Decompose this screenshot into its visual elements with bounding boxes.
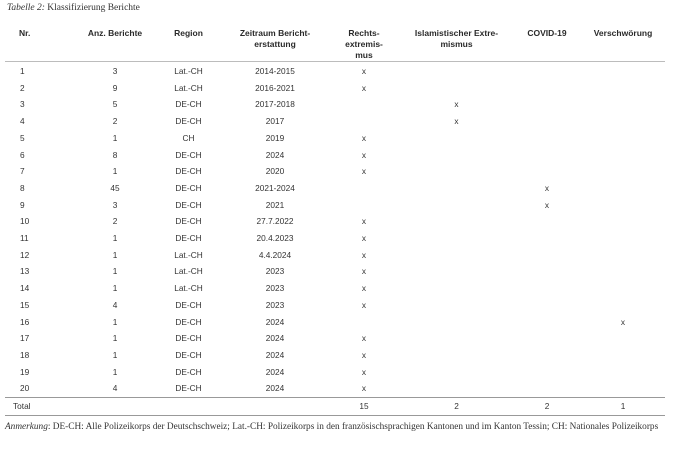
cell-verschwoerung bbox=[581, 347, 665, 364]
cell-region: Lat.-CH bbox=[174, 82, 203, 93]
total-covid: 2 bbox=[513, 398, 581, 416]
cell-covid bbox=[513, 96, 581, 113]
cell-rechtsextremismus: x bbox=[361, 149, 367, 160]
total-cell bbox=[75, 398, 155, 416]
note-label: Anmerkung bbox=[5, 422, 48, 432]
cell-nr: 15 bbox=[20, 299, 30, 310]
cell-rechtsextremismus bbox=[328, 96, 400, 113]
cell-islamismus bbox=[400, 180, 513, 197]
cell-verschwoerung bbox=[581, 213, 665, 230]
header-zeitraum: Zeitraum Bericht- erstattung bbox=[222, 28, 328, 62]
cell-anz-berichte: 4 bbox=[112, 299, 118, 310]
cell-zeitraum: 20.4.2023 bbox=[256, 233, 294, 244]
cell-region: DE-CH bbox=[175, 99, 202, 110]
cell-region: DE-CH bbox=[175, 349, 202, 360]
cell-region: DE-CH bbox=[175, 216, 202, 227]
cell-verschwoerung bbox=[581, 80, 665, 97]
note-text: : DE-CH: Alle Polizeikorps der Deutschschweiz; Lat.-CH: Polizeikorps in den französischsprachigen Kantonen und im Kanton Tessin; CH: Nationales Polizeikorps bbox=[47, 422, 659, 432]
table-row bbox=[5, 96, 665, 113]
cell-anz-berichte: 1 bbox=[112, 366, 118, 377]
cell-islamismus: x bbox=[454, 99, 459, 110]
cell-nr: 11 bbox=[20, 233, 29, 244]
cell-anz-berichte: 4 bbox=[112, 383, 118, 394]
cell-anz-berichte: 1 bbox=[112, 316, 118, 327]
cell-anz-berichte: 1 bbox=[112, 283, 118, 294]
cell-islamismus bbox=[400, 280, 513, 297]
cell-anz-berichte: 1 bbox=[112, 349, 118, 360]
cell-anz-berichte: 1 bbox=[112, 132, 118, 143]
header-covid: COVID-19 bbox=[513, 28, 581, 62]
cell-rechtsextremismus bbox=[328, 180, 400, 197]
cell-region: Lat.-CH bbox=[174, 283, 203, 294]
cell-verschwoerung: x bbox=[620, 316, 626, 327]
cell-nr: 10 bbox=[20, 216, 30, 227]
cell-region: Lat.-CH bbox=[174, 249, 203, 260]
cell-verschwoerung bbox=[581, 147, 665, 164]
cell-verschwoerung bbox=[581, 197, 665, 214]
cell-zeitraum: 2017 bbox=[265, 116, 285, 127]
cell-anz-berichte: 2 bbox=[112, 116, 118, 127]
cell-verschwoerung bbox=[581, 263, 665, 280]
cell-nr: 13 bbox=[20, 266, 30, 277]
cell-nr: 3 bbox=[20, 99, 25, 110]
cell-zeitraum: 2023 bbox=[265, 283, 285, 294]
cell-verschwoerung bbox=[581, 62, 665, 80]
table-row bbox=[5, 380, 665, 397]
cell-nr: 7 bbox=[20, 166, 25, 177]
caption-label: Tabelle 2: bbox=[7, 3, 45, 13]
total-verschwoerung: 1 bbox=[581, 398, 665, 416]
cell-nr: 17 bbox=[20, 333, 30, 344]
cell-nr: 12 bbox=[20, 249, 30, 260]
cell-rechtsextremismus: x bbox=[361, 266, 367, 277]
cell-region: DE-CH bbox=[175, 116, 202, 127]
cell-zeitraum: 2021 bbox=[265, 199, 285, 210]
total-rechtsextremismus: 15 bbox=[328, 398, 400, 416]
cell-islamismus bbox=[400, 147, 513, 164]
cell-islamismus bbox=[400, 80, 513, 97]
cell-covid bbox=[513, 147, 581, 164]
table-row bbox=[5, 347, 665, 364]
cell-verschwoerung bbox=[581, 96, 665, 113]
cell-zeitraum: 2019 bbox=[265, 132, 285, 143]
cell-rechtsextremismus: x bbox=[361, 349, 367, 360]
cell-rechtsextremismus: x bbox=[361, 383, 367, 394]
cell-verschwoerung bbox=[581, 364, 665, 381]
cell-verschwoerung bbox=[581, 297, 665, 314]
table-row bbox=[5, 330, 665, 347]
cell-covid bbox=[513, 347, 581, 364]
cell-rechtsextremismus: x bbox=[361, 82, 367, 93]
cell-nr: 8 bbox=[20, 182, 25, 193]
cell-zeitraum: 2020 bbox=[265, 166, 285, 177]
cell-islamismus bbox=[400, 297, 513, 314]
cell-anz-berichte: 8 bbox=[112, 149, 118, 160]
total-islamismus: 2 bbox=[400, 398, 513, 416]
table-row bbox=[5, 213, 665, 230]
cell-islamismus bbox=[400, 330, 513, 347]
table-row bbox=[5, 314, 665, 331]
cell-islamismus bbox=[400, 380, 513, 397]
table-row bbox=[5, 130, 665, 147]
cell-verschwoerung bbox=[581, 130, 665, 147]
table-row bbox=[5, 280, 665, 297]
cell-zeitraum: 2024 bbox=[265, 333, 285, 344]
total-cell bbox=[155, 398, 222, 416]
cell-zeitraum: 2021-2024 bbox=[255, 182, 295, 193]
cell-covid bbox=[513, 62, 581, 80]
table-row bbox=[5, 364, 665, 381]
cell-zeitraum: 2024 bbox=[265, 316, 285, 327]
table-row bbox=[5, 197, 665, 214]
cell-region: DE-CH bbox=[175, 299, 202, 310]
header-rechtsextremismus: Rechts-extremis- mus bbox=[328, 28, 400, 62]
cell-nr: 4 bbox=[20, 116, 25, 127]
table-row bbox=[5, 247, 665, 264]
total-row bbox=[5, 398, 665, 416]
table-header-row bbox=[5, 28, 665, 62]
cell-zeitraum: 27.7.2022 bbox=[256, 216, 294, 227]
table-row bbox=[5, 180, 665, 197]
cell-region: DE-CH bbox=[175, 166, 202, 177]
table-row bbox=[5, 163, 665, 180]
cell-covid bbox=[513, 280, 581, 297]
cell-rechtsextremismus: x bbox=[361, 132, 367, 143]
cell-region: DE-CH bbox=[175, 316, 202, 327]
cell-islamismus bbox=[400, 213, 513, 230]
cell-rechtsextremismus: x bbox=[361, 249, 367, 260]
cell-islamismus bbox=[400, 263, 513, 280]
cell-verschwoerung bbox=[581, 113, 665, 130]
cell-covid bbox=[513, 130, 581, 147]
cell-region: DE-CH bbox=[175, 366, 202, 377]
cell-nr: 5 bbox=[20, 132, 25, 143]
table-row bbox=[5, 113, 665, 130]
cell-covid bbox=[513, 113, 581, 130]
cell-covid bbox=[513, 163, 581, 180]
cell-covid bbox=[513, 364, 581, 381]
cell-region: CH bbox=[182, 132, 195, 143]
cell-region: Lat.-CH bbox=[174, 66, 203, 76]
table-row bbox=[5, 263, 665, 280]
cell-anz-berichte: 3 bbox=[112, 199, 118, 210]
cell-islamismus bbox=[400, 197, 513, 214]
cell-nr: 16 bbox=[20, 316, 30, 327]
cell-rechtsextremismus bbox=[328, 197, 400, 214]
total-cell bbox=[222, 398, 328, 416]
cell-region: DE-CH bbox=[175, 149, 202, 160]
cell-zeitraum: 2014-2015 bbox=[255, 66, 295, 76]
table-note bbox=[5, 421, 670, 433]
cell-anz-berichte: 9 bbox=[112, 82, 118, 93]
cell-region: DE-CH bbox=[175, 233, 202, 244]
cell-verschwoerung bbox=[581, 163, 665, 180]
header-islamistischer-extremismus: Islamistischer Extre- mismus bbox=[400, 28, 513, 62]
cell-rechtsextremismus: x bbox=[361, 233, 367, 244]
table-row bbox=[5, 297, 665, 314]
cell-anz-berichte: 1 bbox=[112, 166, 118, 177]
cell-covid bbox=[513, 297, 581, 314]
cell-covid bbox=[513, 80, 581, 97]
cell-nr: 19 bbox=[20, 366, 30, 377]
header-region: Region bbox=[155, 28, 222, 62]
table-row bbox=[5, 147, 665, 164]
cell-islamismus bbox=[400, 163, 513, 180]
cell-zeitraum: 2023 bbox=[265, 299, 285, 310]
cell-zeitraum: 2024 bbox=[265, 366, 285, 377]
cell-rechtsextremismus bbox=[328, 113, 400, 130]
cell-nr: 2 bbox=[20, 82, 25, 93]
cell-islamismus bbox=[400, 314, 513, 331]
cell-covid: x bbox=[544, 182, 550, 193]
cell-zeitraum: 2024 bbox=[265, 383, 285, 394]
cell-region: DE-CH bbox=[175, 199, 202, 210]
cell-anz-berichte: 3 bbox=[112, 66, 118, 76]
cell-islamismus bbox=[400, 247, 513, 264]
cell-rechtsextremismus: x bbox=[361, 366, 367, 377]
cell-covid bbox=[513, 230, 581, 247]
cell-covid bbox=[513, 314, 581, 331]
cell-nr: 1 bbox=[20, 66, 25, 76]
table-row bbox=[5, 80, 665, 97]
cell-islamismus: x bbox=[454, 116, 459, 127]
cell-anz-berichte: 1 bbox=[112, 333, 118, 344]
cell-region: DE-CH bbox=[175, 383, 202, 394]
cell-zeitraum: 2016-2021 bbox=[255, 82, 295, 93]
cell-covid: x bbox=[544, 199, 550, 210]
cell-zeitraum: 4.4.2024 bbox=[258, 249, 292, 260]
cell-nr: 14 bbox=[20, 283, 30, 294]
cell-rechtsextremismus: x bbox=[361, 216, 367, 227]
cell-anz-berichte: 1 bbox=[112, 266, 118, 277]
header-nr: Nr. bbox=[5, 28, 75, 62]
cell-anz-berichte: 1 bbox=[112, 249, 118, 260]
cell-anz-berichte: 45 bbox=[110, 182, 120, 193]
classification-table bbox=[5, 28, 665, 416]
cell-rechtsextremismus: x bbox=[361, 299, 367, 310]
cell-nr: 6 bbox=[20, 149, 25, 160]
cell-zeitraum: 2024 bbox=[265, 349, 285, 360]
cell-zeitraum: 2024 bbox=[265, 149, 285, 160]
cell-islamismus bbox=[400, 347, 513, 364]
cell-zeitraum: 2023 bbox=[265, 266, 285, 277]
cell-rechtsextremismus: x bbox=[361, 66, 367, 76]
cell-zeitraum: 2017-2018 bbox=[255, 99, 295, 110]
header-verschwoerung: Verschwörung bbox=[581, 28, 665, 62]
cell-region: DE-CH bbox=[175, 182, 202, 193]
cell-covid bbox=[513, 263, 581, 280]
cell-nr: 18 bbox=[20, 349, 30, 360]
cell-islamismus bbox=[400, 130, 513, 147]
header-anz-berichte: Anz. Berichte bbox=[75, 28, 155, 62]
cell-anz-berichte: 5 bbox=[112, 99, 118, 110]
table-row bbox=[5, 230, 665, 247]
cell-rechtsextremismus: x bbox=[361, 283, 367, 294]
caption-title: Klassifizierung Berichte bbox=[47, 3, 140, 13]
cell-islamismus bbox=[400, 62, 513, 80]
cell-verschwoerung bbox=[581, 280, 665, 297]
cell-covid bbox=[513, 247, 581, 264]
cell-verschwoerung bbox=[581, 380, 665, 397]
cell-islamismus bbox=[400, 230, 513, 247]
cell-nr: 20 bbox=[20, 383, 30, 394]
cell-anz-berichte: 2 bbox=[112, 216, 118, 227]
cell-verschwoerung bbox=[581, 247, 665, 264]
total-label: Total bbox=[5, 398, 75, 416]
cell-verschwoerung bbox=[581, 180, 665, 197]
cell-islamismus bbox=[400, 364, 513, 381]
cell-anz-berichte: 1 bbox=[112, 233, 118, 244]
cell-covid bbox=[513, 380, 581, 397]
cell-region: DE-CH bbox=[175, 333, 202, 344]
cell-verschwoerung bbox=[581, 230, 665, 247]
table-caption bbox=[7, 3, 140, 13]
cell-covid bbox=[513, 213, 581, 230]
cell-rechtsextremismus bbox=[328, 314, 400, 331]
cell-covid bbox=[513, 330, 581, 347]
cell-nr: 9 bbox=[20, 199, 25, 210]
cell-rechtsextremismus: x bbox=[361, 166, 367, 177]
cell-rechtsextremismus: x bbox=[361, 333, 367, 344]
cell-verschwoerung bbox=[581, 330, 665, 347]
cell-region: Lat.-CH bbox=[174, 266, 203, 277]
table-row bbox=[5, 62, 665, 80]
